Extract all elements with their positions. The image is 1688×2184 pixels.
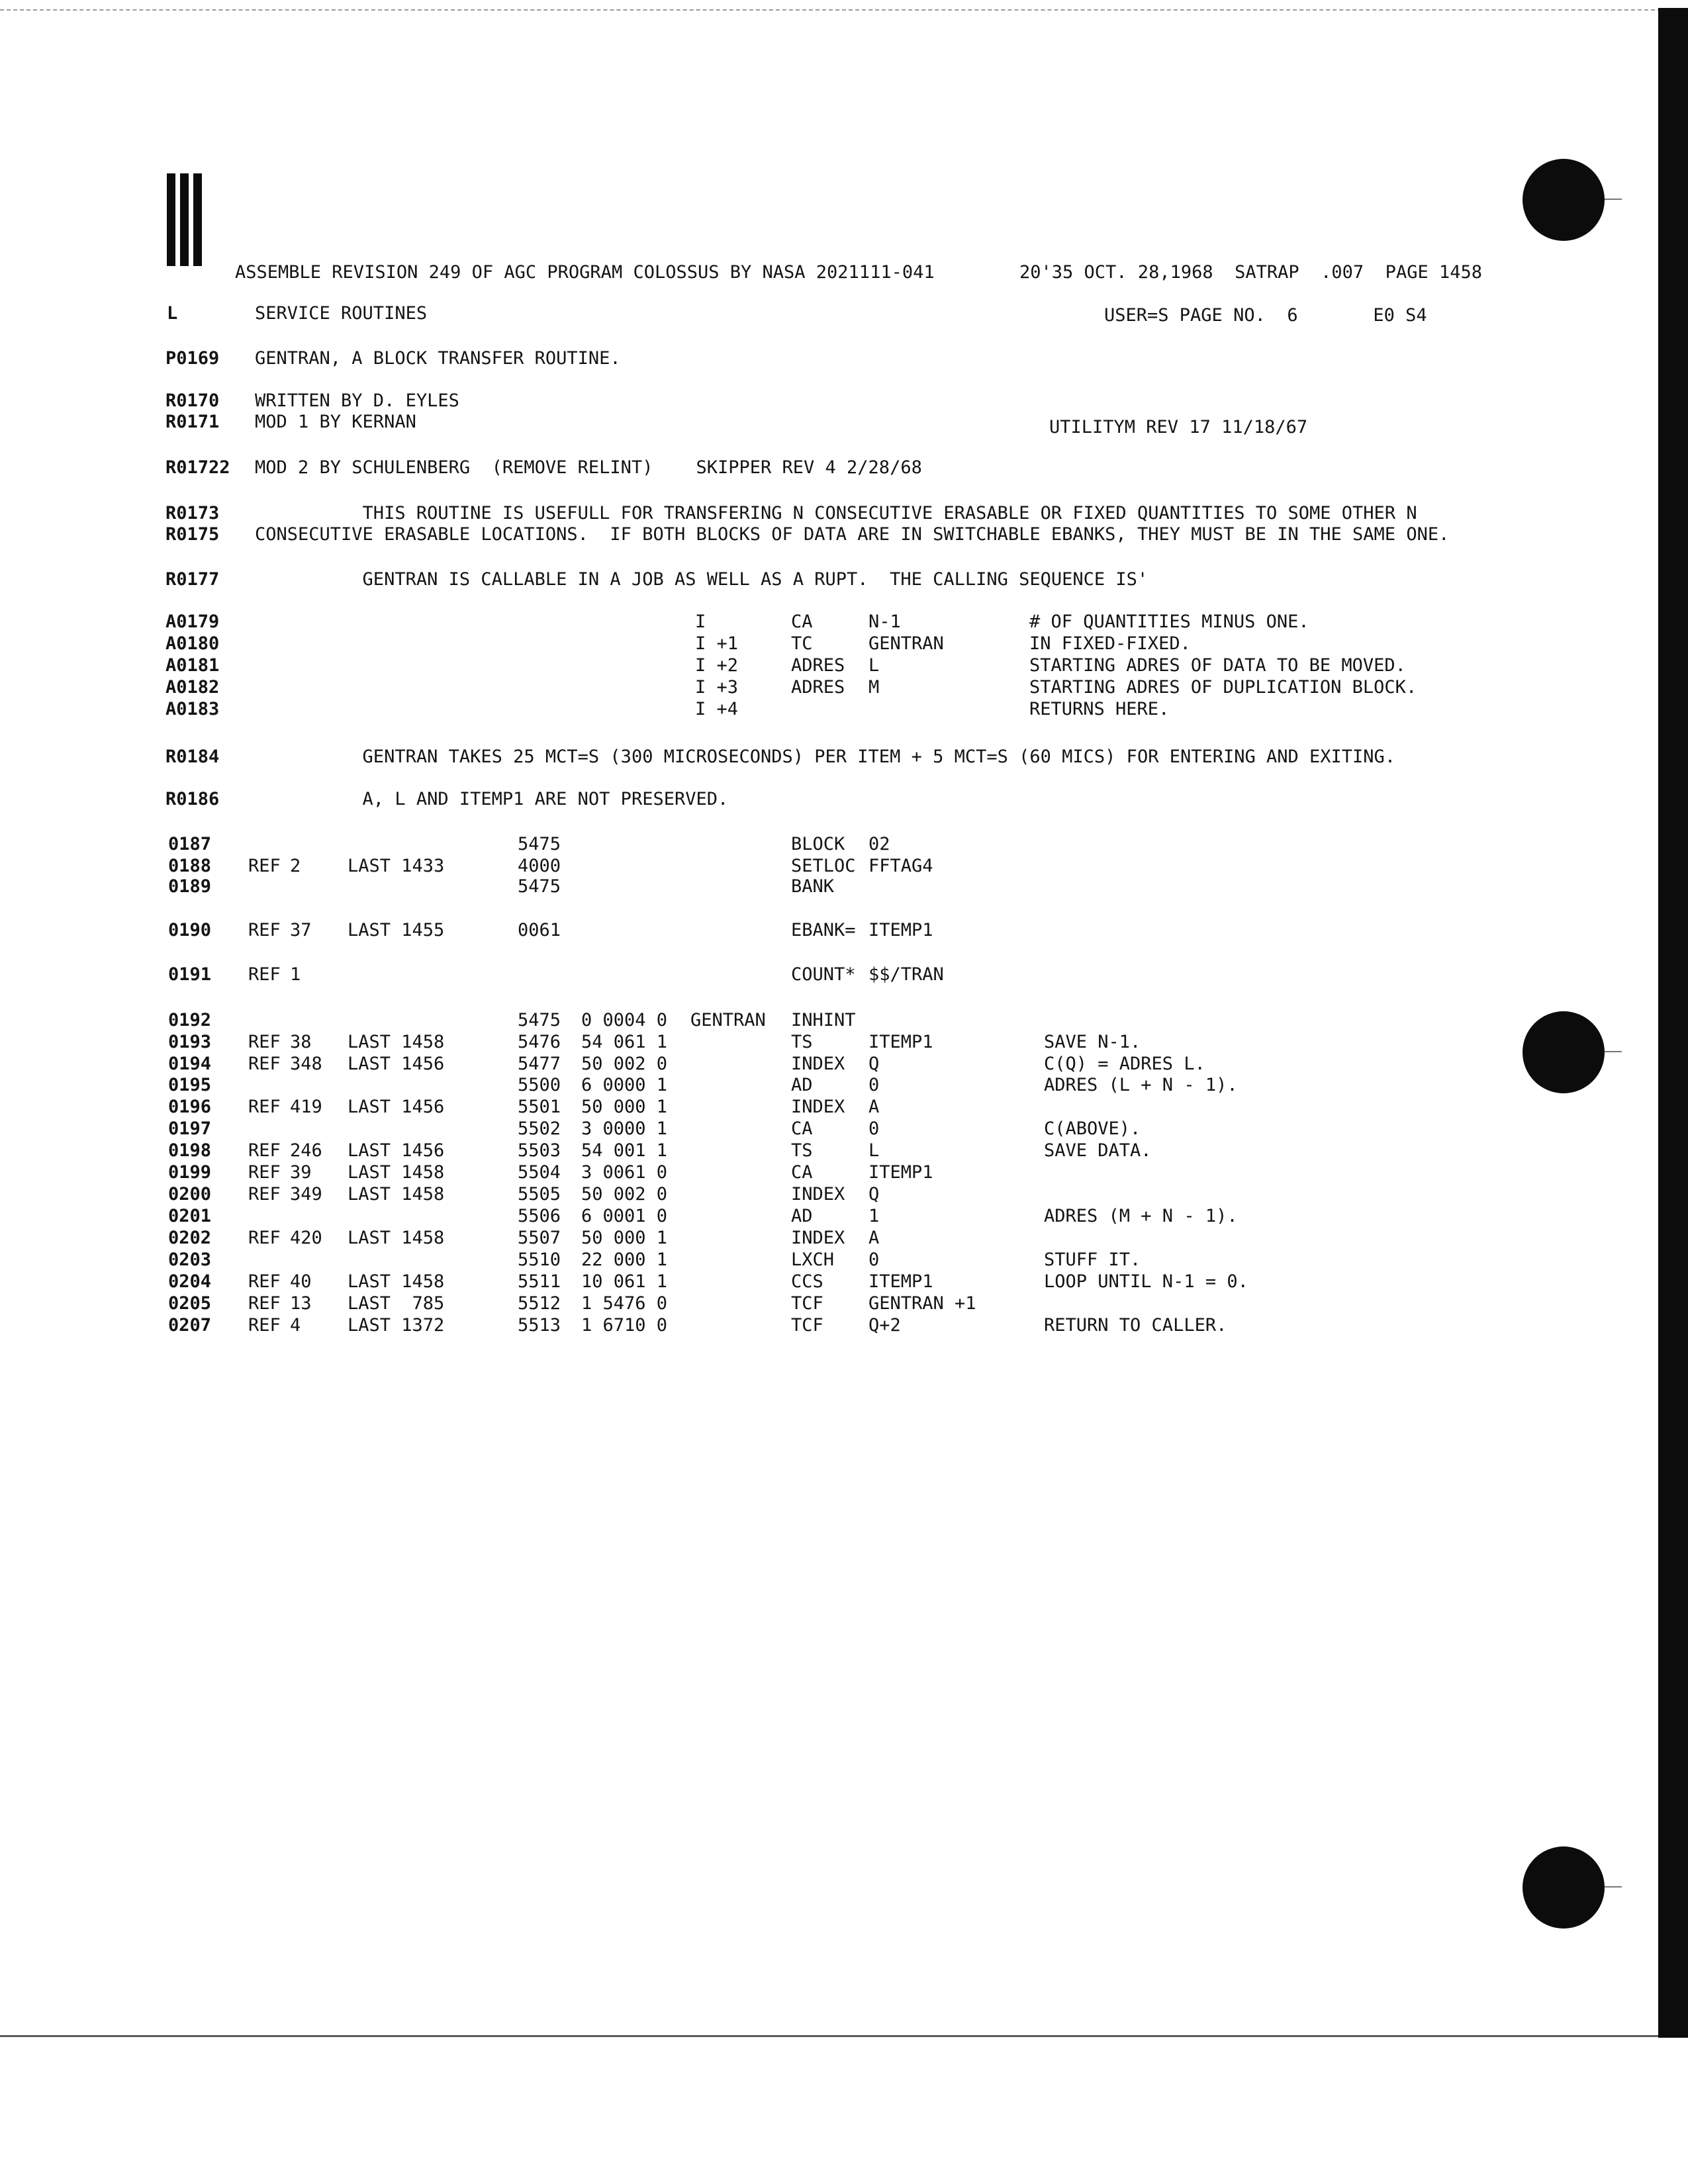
page-edge-top — [0, 9, 1675, 11]
note-text: MOD 1 BY KERNAN — [255, 412, 416, 432]
punch-hole-bottom — [1523, 1846, 1605, 1929]
listing-operand: A — [868, 1228, 880, 1248]
listing-line-number: 0205 — [168, 1293, 212, 1314]
note-text: MOD 2 BY SCHULENBERG (REMOVE RELINT) SKIPPER REV 4 2/28/68 — [255, 457, 922, 478]
listing-address: 5510 — [518, 1250, 561, 1270]
listing-opcode: CA — [791, 1118, 813, 1139]
header-assembly-line: ASSEMBLE REVISION 249 OF AGC PROGRAM COLOSSUS BY NASA 2021111-041 — [235, 262, 935, 283]
listing-address: 5475 — [518, 1010, 561, 1030]
listing-line-number: 0194 — [168, 1054, 212, 1074]
punch-hole-middle — [1523, 1011, 1605, 1093]
listing-line-number: 0190 — [168, 920, 212, 940]
listing-ref-count: 419 — [290, 1097, 322, 1117]
listing-ref-count: 40 — [290, 1271, 312, 1292]
seq-arg: GENTRAN — [868, 633, 944, 654]
listing-address: 5505 — [518, 1184, 561, 1205]
listing-last-page: LAST 1456 — [348, 1054, 445, 1074]
listing-ref: REF — [248, 1162, 281, 1183]
listing-ref-count: 4 — [290, 1315, 301, 1336]
note-id: R0171 — [165, 412, 220, 432]
listing-address: 5513 — [518, 1315, 561, 1336]
listing-ref: REF — [248, 1184, 281, 1205]
page-edge-right — [1658, 8, 1688, 2038]
listing-address: 5503 — [518, 1140, 561, 1161]
listing-object-word: 3 0061 0 — [581, 1162, 668, 1183]
listing-line-number: 0200 — [168, 1184, 212, 1205]
listing-last-page: LAST 1456 — [348, 1097, 445, 1117]
listing-address: 5506 — [518, 1206, 561, 1226]
note-id: P0169 — [165, 348, 220, 369]
seq-id: A0182 — [165, 677, 220, 698]
listing-object-word: 10 061 1 — [581, 1271, 668, 1292]
note-text: THIS ROUTINE IS USEFULL FOR TRANSFERING N CONSECUTIVE ERASABLE OR FIXED QUANTITIES TO SOME OTHER N — [255, 503, 1417, 523]
seq-comment: RETURNS HERE. — [1029, 699, 1170, 719]
listing-line-number: 0207 — [168, 1315, 212, 1336]
listing-last-page: LAST 1458 — [348, 1184, 445, 1205]
seq-op: TC — [791, 633, 813, 654]
listing-operand: $$/TRAN — [868, 964, 944, 985]
seq-arg: M — [868, 677, 880, 698]
header-section-title: SERVICE ROUTINES — [255, 303, 428, 324]
listing-comment: ADRES (L + N - 1). — [1044, 1075, 1238, 1095]
listing-last-page: LAST 1458 — [348, 1162, 445, 1183]
seq-id: A0181 — [165, 655, 220, 676]
listing-address: 5475 — [518, 876, 561, 897]
listing-line-number: 0191 — [168, 964, 212, 985]
listing-ref-count: 246 — [290, 1140, 322, 1161]
seq-arg: N-1 — [868, 612, 901, 632]
seq-location: I — [695, 612, 706, 632]
seq-location: I +4 — [695, 699, 739, 719]
listing-address: 4000 — [518, 856, 561, 876]
note-text: WRITTEN BY D. EYLES — [255, 390, 459, 411]
listing-ref: REF — [248, 964, 281, 985]
listing-opcode: AD — [791, 1075, 813, 1095]
note-text: CONSECUTIVE ERASABLE LOCATIONS. IF BOTH BLOCKS OF DATA ARE IN SWITCHABLE EBANKS, THEY MUST BE IN THE SAME ONE. — [255, 524, 1450, 545]
listing-line-number: 0189 — [168, 876, 212, 897]
listing-address: 5511 — [518, 1271, 561, 1292]
listing-ref: REF — [248, 1140, 281, 1161]
listing-ref-count: 38 — [290, 1032, 312, 1052]
listing-opcode: CCS — [791, 1271, 823, 1292]
seq-id: A0179 — [165, 612, 220, 632]
note-id: R0170 — [165, 390, 220, 411]
listing-line-number: 0202 — [168, 1228, 212, 1248]
listing-opcode: INDEX — [791, 1228, 845, 1248]
listing-last-page: LAST 1458 — [348, 1032, 445, 1052]
listing-ref: REF — [248, 1032, 281, 1052]
listing-address: 5512 — [518, 1293, 561, 1314]
note-id: R0184 — [165, 747, 220, 767]
listing-opcode: INHINT — [791, 1010, 856, 1030]
note-text: GENTRAN TAKES 25 MCT=S (300 MICROSECONDS) PER ITEM + 5 MCT=S (60 MICS) FOR ENTERING AND EXITING. — [255, 747, 1396, 767]
listing-object-word: 3 0000 1 — [581, 1118, 668, 1139]
listing-line-number: 0193 — [168, 1032, 212, 1052]
listing-opcode: LXCH — [791, 1250, 835, 1270]
seq-location: I +3 — [695, 677, 739, 698]
seq-id: A0180 — [165, 633, 220, 654]
seq-id: A0183 — [165, 699, 220, 719]
listing-address: 0061 — [518, 920, 561, 940]
listing-comment: C(ABOVE). — [1044, 1118, 1141, 1139]
listing-ref-count: 37 — [290, 920, 312, 940]
listing-object-word: 50 000 1 — [581, 1228, 668, 1248]
listing-address: 5504 — [518, 1162, 561, 1183]
listing-line-number: 0196 — [168, 1097, 212, 1117]
listing-line-number: 0204 — [168, 1271, 212, 1292]
page-edge-bottom — [0, 2035, 1668, 2037]
listing-comment: LOOP UNTIL N-1 = 0. — [1044, 1271, 1248, 1292]
listing-opcode: AD — [791, 1206, 813, 1226]
seq-comment: # OF QUANTITIES MINUS ONE. — [1029, 612, 1309, 632]
header-marker: L — [167, 303, 178, 324]
seq-comment: STARTING ADRES OF DUPLICATION BLOCK. — [1029, 677, 1417, 698]
listing-operand: A — [868, 1097, 880, 1117]
listing-last-page: LAST 1458 — [348, 1228, 445, 1248]
listing-opcode: INDEX — [791, 1184, 845, 1205]
listing-line-number: 0198 — [168, 1140, 212, 1161]
listing-opcode: BANK — [791, 876, 835, 897]
listing-operand: Q — [868, 1054, 880, 1074]
listing-object-word: 1 5476 0 — [581, 1293, 668, 1314]
note-id: R0177 — [165, 569, 220, 590]
listing-operand: 1 — [868, 1206, 880, 1226]
listing-opcode: INDEX — [791, 1097, 845, 1117]
listing-comment: RETURN TO CALLER. — [1044, 1315, 1227, 1336]
header-user-page: USER=S PAGE NO. 6 E0 S4 — [1104, 305, 1427, 326]
listing-last-page: LAST 1433 — [348, 856, 445, 876]
listing-address: 5476 — [518, 1032, 561, 1052]
listing-line-number: 0192 — [168, 1010, 212, 1030]
note-text: A, L AND ITEMP1 ARE NOT PRESERVED. — [255, 789, 729, 809]
listing-opcode: COUNT* — [791, 964, 856, 985]
listing-operand: Q — [868, 1184, 880, 1205]
listing-ref: REF — [248, 1293, 281, 1314]
listing-last-page: LAST 1455 — [348, 920, 445, 940]
seq-op: ADRES — [791, 677, 845, 698]
listing-ref-count: 348 — [290, 1054, 322, 1074]
listing-ref-count: 13 — [290, 1293, 312, 1314]
seq-comment: STARTING ADRES OF DATA TO BE MOVED. — [1029, 655, 1406, 676]
listing-opcode: EBANK= — [791, 920, 856, 940]
listing-ref: REF — [248, 1315, 281, 1336]
listing-operand: Q+2 — [868, 1315, 901, 1336]
listing-comment: ADRES (M + N - 1). — [1044, 1206, 1238, 1226]
header-date-page: 20'35 OCT. 28,1968 SATRAP .007 PAGE 1458 — [1019, 262, 1482, 283]
listing-operand: 0 — [868, 1118, 880, 1139]
listing-object-word: 54 061 1 — [581, 1032, 668, 1052]
listing-ref: REF — [248, 856, 281, 876]
listing-opcode: INDEX — [791, 1054, 845, 1074]
listing-object-word: 6 0000 1 — [581, 1075, 668, 1095]
note-id: R0173 — [165, 503, 220, 523]
listing-opcode: TCF — [791, 1315, 823, 1336]
listing-ref: REF — [248, 1271, 281, 1292]
listing-object-word: 22 000 1 — [581, 1250, 668, 1270]
listing-object-word: 6 0001 0 — [581, 1206, 668, 1226]
seq-comment: IN FIXED-FIXED. — [1029, 633, 1191, 654]
note-id: R0186 — [165, 789, 220, 809]
listing-object-word: 50 002 0 — [581, 1184, 668, 1205]
seq-location: I +2 — [695, 655, 739, 676]
listing-operand: 0 — [868, 1075, 880, 1095]
listing-operand: 02 — [868, 834, 890, 854]
seq-arg: L — [868, 655, 880, 676]
listing-ref-count: 1 — [290, 964, 301, 985]
listing-last-page: LAST 785 — [348, 1293, 445, 1314]
note-text: GENTRAN, A BLOCK TRANSFER ROUTINE. — [255, 348, 621, 369]
seq-op: CA — [791, 612, 813, 632]
listing-label: GENTRAN — [690, 1010, 766, 1030]
listing-last-page: LAST 1372 — [348, 1315, 445, 1336]
listing-operand: ITEMP1 — [868, 1271, 933, 1292]
note-id: R0175 — [165, 524, 220, 545]
listing-object-word: 54 001 1 — [581, 1140, 668, 1161]
listing-address: 5507 — [518, 1228, 561, 1248]
listing-operand: FFTAG4 — [868, 856, 933, 876]
listing-operand: ITEMP1 — [868, 1162, 933, 1183]
listing-ref-count: 420 — [290, 1228, 322, 1248]
listing-comment: STUFF IT. — [1044, 1250, 1141, 1270]
punch-hole-top — [1523, 159, 1605, 241]
listing-object-word: 1 6710 0 — [581, 1315, 668, 1336]
listing-operand: 0 — [868, 1250, 880, 1270]
listing-opcode: CA — [791, 1162, 813, 1183]
note-text: GENTRAN IS CALLABLE IN A JOB AS WELL AS A RUPT. THE CALLING SEQUENCE IS' — [255, 569, 1149, 590]
listing-comment: SAVE N-1. — [1044, 1032, 1141, 1052]
listing-comment: SAVE DATA. — [1044, 1140, 1152, 1161]
listing-operand: ITEMP1 — [868, 920, 933, 940]
listing-object-word: 50 000 1 — [581, 1097, 668, 1117]
seq-op: ADRES — [791, 655, 845, 676]
listing-address: 5477 — [518, 1054, 561, 1074]
listing-comment: C(Q) = ADRES L. — [1044, 1054, 1205, 1074]
seq-location: I +1 — [695, 633, 739, 654]
listing-opcode: TCF — [791, 1293, 823, 1314]
listing-last-page: LAST 1456 — [348, 1140, 445, 1161]
note-id: R01722 — [165, 457, 230, 478]
listing-ref-count: 349 — [290, 1184, 322, 1205]
listing-line-number: 0188 — [168, 856, 212, 876]
listing-operand: GENTRAN +1 — [868, 1293, 976, 1314]
listing-line-number: 0201 — [168, 1206, 212, 1226]
listing-address: 5502 — [518, 1118, 561, 1139]
listing-line-number: 0199 — [168, 1162, 212, 1183]
listing-line-number: 0203 — [168, 1250, 212, 1270]
listing-opcode: TS — [791, 1140, 813, 1161]
listing-ref-count: 2 — [290, 856, 301, 876]
listing-address: 5500 — [518, 1075, 561, 1095]
listing-ref: REF — [248, 920, 281, 940]
listing-ref: REF — [248, 1097, 281, 1117]
listing-address: 5501 — [518, 1097, 561, 1117]
note-revision: UTILITYM REV 17 11/18/67 — [1049, 417, 1308, 437]
listing-operand: L — [868, 1140, 880, 1161]
listing-ref: REF — [248, 1054, 281, 1074]
listing-address: 5475 — [518, 834, 561, 854]
listing-object-word: 0 0004 0 — [581, 1010, 668, 1030]
listing-object-word: 50 002 0 — [581, 1054, 668, 1074]
listing-last-page: LAST 1458 — [348, 1271, 445, 1292]
listing-opcode: SETLOC — [791, 856, 856, 876]
listing-line-number: 0197 — [168, 1118, 212, 1139]
listing-ref: REF — [248, 1228, 281, 1248]
listing-ref-count: 39 — [290, 1162, 312, 1183]
listing-operand: ITEMP1 — [868, 1032, 933, 1052]
listing-line-number: 0195 — [168, 1075, 212, 1095]
listing-opcode: TS — [791, 1032, 813, 1052]
listing-opcode: BLOCK — [791, 834, 845, 854]
listing-line-number: 0187 — [168, 834, 212, 854]
